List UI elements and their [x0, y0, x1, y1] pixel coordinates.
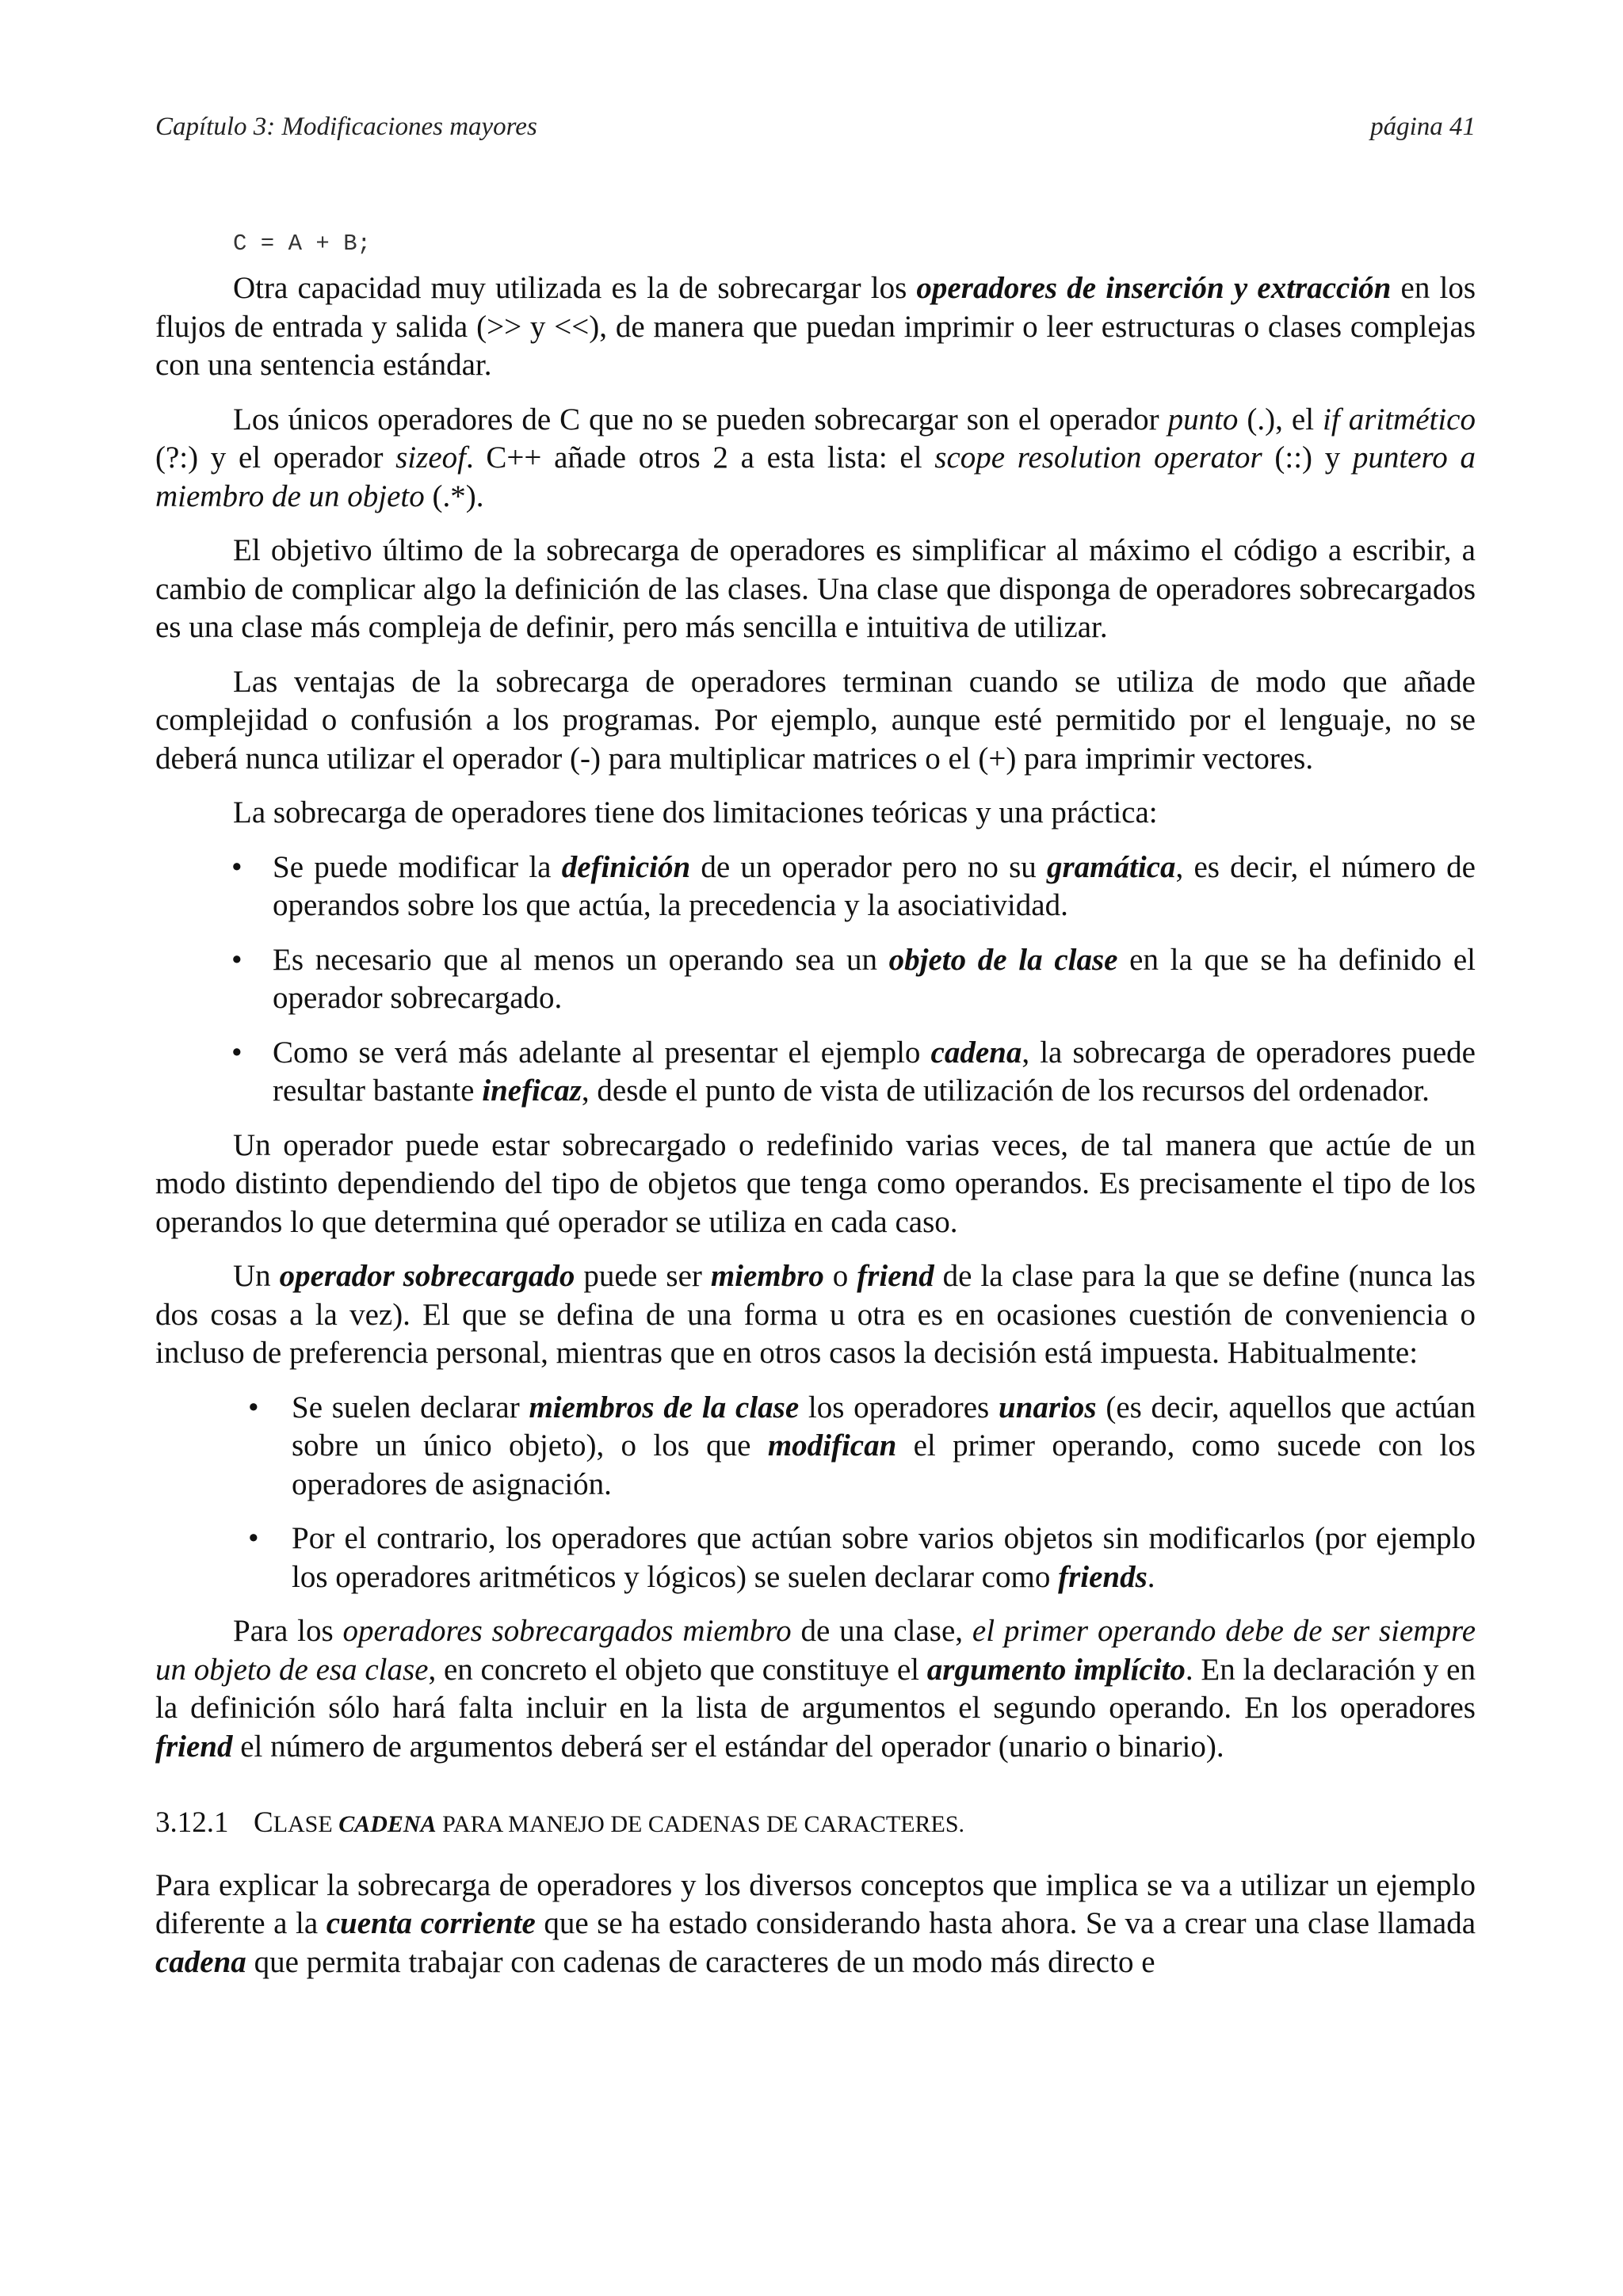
emphasis: unarios — [999, 1390, 1097, 1425]
section-heading — [155, 1804, 1476, 1844]
habits-list — [155, 1389, 1476, 1597]
text: , en concreto el objeto que constituye el — [428, 1652, 927, 1687]
text: Es necesario que al menos un operando sea un — [273, 942, 889, 977]
text: C — [254, 1806, 273, 1839]
italic-term: operadores sobrecargados miembro — [342, 1614, 792, 1648]
page-number: página 41 — [1370, 113, 1476, 141]
text: en la que se ha definido el operador sobrecargado. — [273, 942, 1476, 1015]
bullet-icon: • — [248, 1390, 259, 1425]
text: PARA MANEJO DE CADENAS DE CARACTERES. — [436, 1811, 965, 1837]
emphasis: CADENA — [338, 1811, 437, 1837]
bullet-icon: • — [231, 1035, 242, 1070]
text: (::) y — [1262, 441, 1353, 475]
emphasis: definición — [561, 849, 691, 884]
text: , desde el punto de vista de utilización de los recursos del ordenador. — [581, 1074, 1430, 1108]
text: . — [1147, 1559, 1155, 1594]
text: . C++ añade otros 2 a esta lista: el — [465, 441, 935, 475]
emphasis: operadores de inserción y extracción — [916, 271, 1392, 305]
emphasis: operador sobrecargado — [279, 1259, 575, 1293]
text: Como se verá más adelante al presentar el ejemplo — [273, 1035, 931, 1070]
emphasis: cadena — [155, 1944, 246, 1979]
emphasis: cuenta corriente — [326, 1906, 536, 1940]
text: , es decir, el número de operandos sobre los que actúa, la precedencia y la asociatividad. — [273, 849, 1476, 922]
list-item — [248, 1520, 1476, 1596]
italic-term: punto — [1167, 402, 1239, 437]
paragraph-redefined: Un operador puede estar sobrecargado o redefinido varias veces, de tal manera que actúe de un modo distinto dependiendo del tipo de objetos que tenga como operandos. Es precisamente el tipo de los operandos lo que determina qué operador se utiliza en cada caso. — [155, 1127, 1476, 1239]
italic-term: el primer operando debe de ser siempre un objeto de esa clase — [155, 1614, 1476, 1687]
text: de una clase, — [791, 1614, 972, 1648]
section-title — [254, 1806, 965, 1839]
emphasis: ineficaz — [482, 1074, 582, 1108]
emphasis: friend — [857, 1259, 934, 1293]
bullet-icon: • — [231, 849, 242, 884]
emphasis: argumento implícito — [926, 1652, 1186, 1687]
text: (.), el — [1238, 402, 1323, 437]
text: (es decir, aquellos que actúan sobre un único objeto), o los que — [292, 1390, 1476, 1463]
emphasis: gramática — [1047, 849, 1176, 884]
list-item — [231, 941, 1476, 1018]
paragraph-limitations-intro: La sobrecarga de operadores tiene dos limitaciones teóricas y una práctica: — [233, 795, 1158, 830]
paragraph-member-or-friend — [155, 1257, 1476, 1373]
italic-term: scope resolution operator — [934, 441, 1262, 475]
limitations-list — [155, 849, 1476, 1111]
bullet-icon: • — [248, 1521, 259, 1555]
text: LASE — [273, 1811, 339, 1837]
text: Para explicar la sobrecarga de operadores y los diversos conceptos que implica se va a utilizar un ejemplo diferente a la — [155, 1867, 1476, 1940]
bullet-icon: • — [231, 942, 242, 977]
text: puede ser — [575, 1259, 711, 1293]
code-snippet: C = A + B; — [233, 231, 372, 257]
page-body — [155, 228, 1476, 1997]
paragraph-cadena-intro — [155, 1867, 1476, 1982]
emphasis: miembro — [710, 1259, 824, 1293]
paragraph-insertion-extraction — [155, 269, 1476, 385]
paragraph-advantages: Las ventajas de la sobrecarga de operadores terminan cuando se utiliza de modo que añade complejidad o confusión a los programas. Por ejemplo, aunque esté permitido por el lenguaje, no se deberá nunca utilizar el operador (-) para multiplicar matrices o el (+) para imprimir vectores. — [155, 664, 1476, 776]
emphasis: objeto de la clase — [888, 942, 1118, 977]
chapter-title: Capítulo 3: Modificaciones mayores — [155, 113, 537, 141]
emphasis: friends — [1058, 1559, 1148, 1594]
text: (?:) y el operador — [155, 441, 396, 475]
text: Los únicos operadores de C que no se pueden sobrecargar son el operador — [233, 402, 1168, 437]
text: el primer operando, como sucede con los operadores de asignación. — [292, 1428, 1476, 1501]
emphasis: cadena — [930, 1035, 1022, 1070]
text: Un — [233, 1259, 280, 1293]
text: Por el contrario, los operadores que actúan sobre varios objetos sin modificarlos (por ejemplo los operadores aritméticos y lógicos) se suelen declarar como — [292, 1521, 1476, 1594]
text: que permita trabajar con cadenas de caracteres de un modo más directo e — [246, 1944, 1155, 1979]
text: de la clase para la que se define (nunca las dos cosas a la vez). El que se defina de una forma u otra es en ocasiones cuestión de conveniencia o incluso de preferencia personal, mientras que en otros casos la decisión está impuesta. Habitualmente: — [155, 1259, 1476, 1370]
text: , la sobrecarga de operadores puede resultar bastante — [273, 1035, 1476, 1108]
paragraph-objective: El objetivo último de la sobrecarga de operadores es simplificar al máximo el código a escribir, a cambio de complicar algo la definición de las clases. Una clase que disponga de operadores sobrecargados es una clase más compleja de definir, pero más sencilla e intuitiva de utilizar. — [155, 533, 1476, 644]
list-item — [248, 1389, 1476, 1505]
italic-term: puntero a miembro de un objeto — [155, 441, 1476, 513]
text: (.*). — [424, 479, 484, 513]
list-item — [231, 849, 1476, 925]
text: Se suelen declarar — [292, 1390, 529, 1425]
emphasis: modifican — [767, 1428, 897, 1463]
italic-term: sizeof — [395, 441, 466, 475]
section-number: 3.12.1 — [155, 1806, 229, 1839]
page-header — [155, 113, 1476, 142]
text: de un operador pero no su — [690, 849, 1047, 884]
text: Otra capacidad muy utilizada es la de sobrecargar los — [233, 271, 917, 305]
emphasis: miembros de la clase — [529, 1390, 800, 1425]
paragraph-member-operators — [155, 1612, 1476, 1766]
text: o — [823, 1259, 857, 1293]
text: que se ha estado considerando hasta ahora. Se va a crear una clase llamada — [535, 1906, 1476, 1940]
paragraph-non-overloadable — [155, 401, 1476, 517]
text: Se puede modificar la — [273, 849, 562, 884]
text: el número de argumentos deberá ser el estándar del operador (unario o binario). — [232, 1729, 1224, 1764]
list-item — [231, 1034, 1476, 1111]
text: . En la declaración y en la definición sólo hará falta incluir en la lista de argumentos el segundo operando. En los operadores — [155, 1652, 1476, 1725]
text: en los flujos de entrada y salida (>> y <<), de manera que puedan imprimir o leer estructuras o clases complejas con una sentencia estándar. — [155, 271, 1476, 382]
emphasis: friend — [155, 1729, 233, 1764]
text: Para los — [233, 1614, 343, 1648]
italic-term: if aritmético — [1323, 402, 1476, 437]
text: los operadores — [799, 1390, 999, 1425]
